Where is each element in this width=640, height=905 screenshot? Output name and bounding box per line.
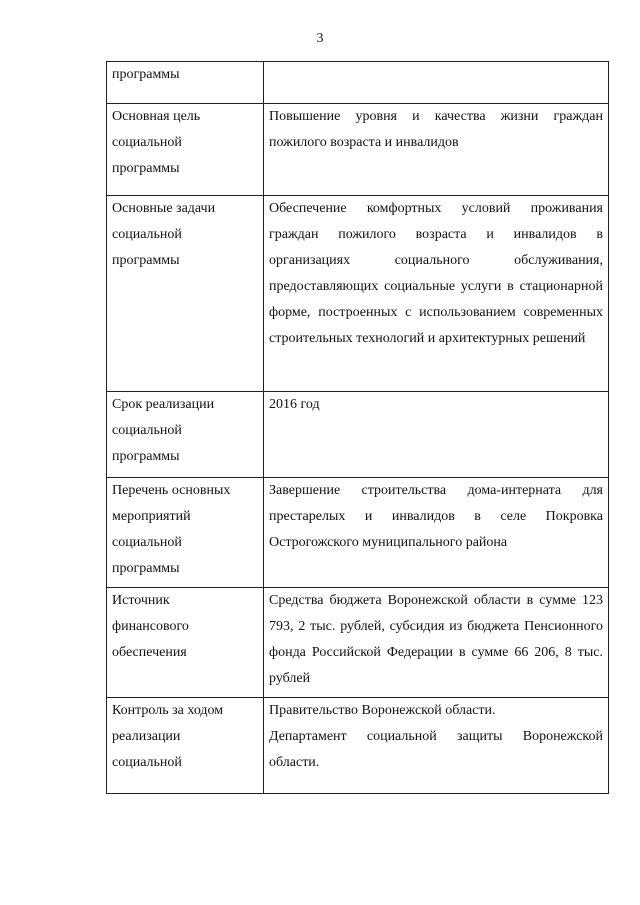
row-label-line: социальной	[112, 755, 182, 770]
row-value-text: Повышение уровня и качества жизни граждан пожилого возраста и инвалидов	[269, 109, 603, 150]
row-label-line: финансового	[112, 619, 189, 634]
table-row	[107, 698, 609, 794]
row-label-main-tasks	[107, 196, 264, 392]
row-value-text: Средства бюджета Воронежской области в сумме 123 793, 2 тыс. рублей, субсидия из бюджета Пенсионного фонда Российской Федерации в сумме 66 206, 8 тыс. рублей	[269, 593, 603, 686]
row-value-text: Правительство Воронежской области.	[269, 703, 496, 718]
row-label-line: Перечень основных	[112, 483, 231, 498]
row-value-activities	[264, 478, 609, 588]
table-row	[107, 478, 609, 588]
row-label-line: социальной	[112, 227, 182, 242]
row-label	[107, 62, 264, 104]
row-label-line: реализации	[112, 729, 181, 744]
table-row	[107, 104, 609, 196]
row-label-line: программы	[112, 561, 180, 576]
row-label-line: обеспечения	[112, 645, 187, 660]
row-label-main-goal	[107, 104, 264, 196]
row-label-line: Срок реализации	[112, 397, 215, 412]
row-value-control	[264, 698, 609, 794]
row-value-text: Департамент социальной защиты Воронежской области.	[269, 729, 603, 770]
row-value-main-goal	[264, 104, 609, 196]
row-label-line: программы	[112, 67, 180, 82]
row-value-text: 2016 год	[269, 397, 320, 412]
row-label-line: Основные задачи	[112, 201, 216, 216]
table-row	[107, 588, 609, 698]
row-label-line: программы	[112, 253, 180, 268]
row-label-line: Источник	[112, 593, 170, 608]
row-value	[264, 62, 609, 104]
table-row	[107, 392, 609, 478]
program-passport-table	[106, 61, 609, 794]
row-value-main-tasks	[264, 196, 609, 392]
page-number: 3	[316, 31, 324, 46]
row-label-line: социальной	[112, 135, 182, 150]
row-label-funding	[107, 588, 264, 698]
row-label-line: Основная цель	[112, 109, 201, 124]
row-label-line: социальной	[112, 423, 182, 438]
row-label-line: программы	[112, 449, 180, 464]
row-label-line: Контроль за ходом	[112, 703, 224, 718]
row-value-text: Завершение строительства дома-интерната для престарелых и инвалидов в селе Покровка Острогожского муниципального района	[269, 483, 603, 550]
row-value-funding	[264, 588, 609, 698]
row-label-line: мероприятий	[112, 509, 191, 524]
row-value-period	[264, 392, 609, 478]
row-label-period	[107, 392, 264, 478]
row-value-text: Обеспечение комфортных условий проживания граждан пожилого возраста и инвалидов в организациях социального обслуживания, предоставляющих социальные услуги в стационарной форме, построенных с использованием современных строительных технологий и архитектурных решений	[269, 201, 603, 346]
table-row	[107, 62, 609, 104]
row-label-activities	[107, 478, 264, 588]
row-label-line: социальной	[112, 535, 182, 550]
table-row	[107, 196, 609, 392]
row-label-control	[107, 698, 264, 794]
row-label-line: программы	[112, 161, 180, 176]
